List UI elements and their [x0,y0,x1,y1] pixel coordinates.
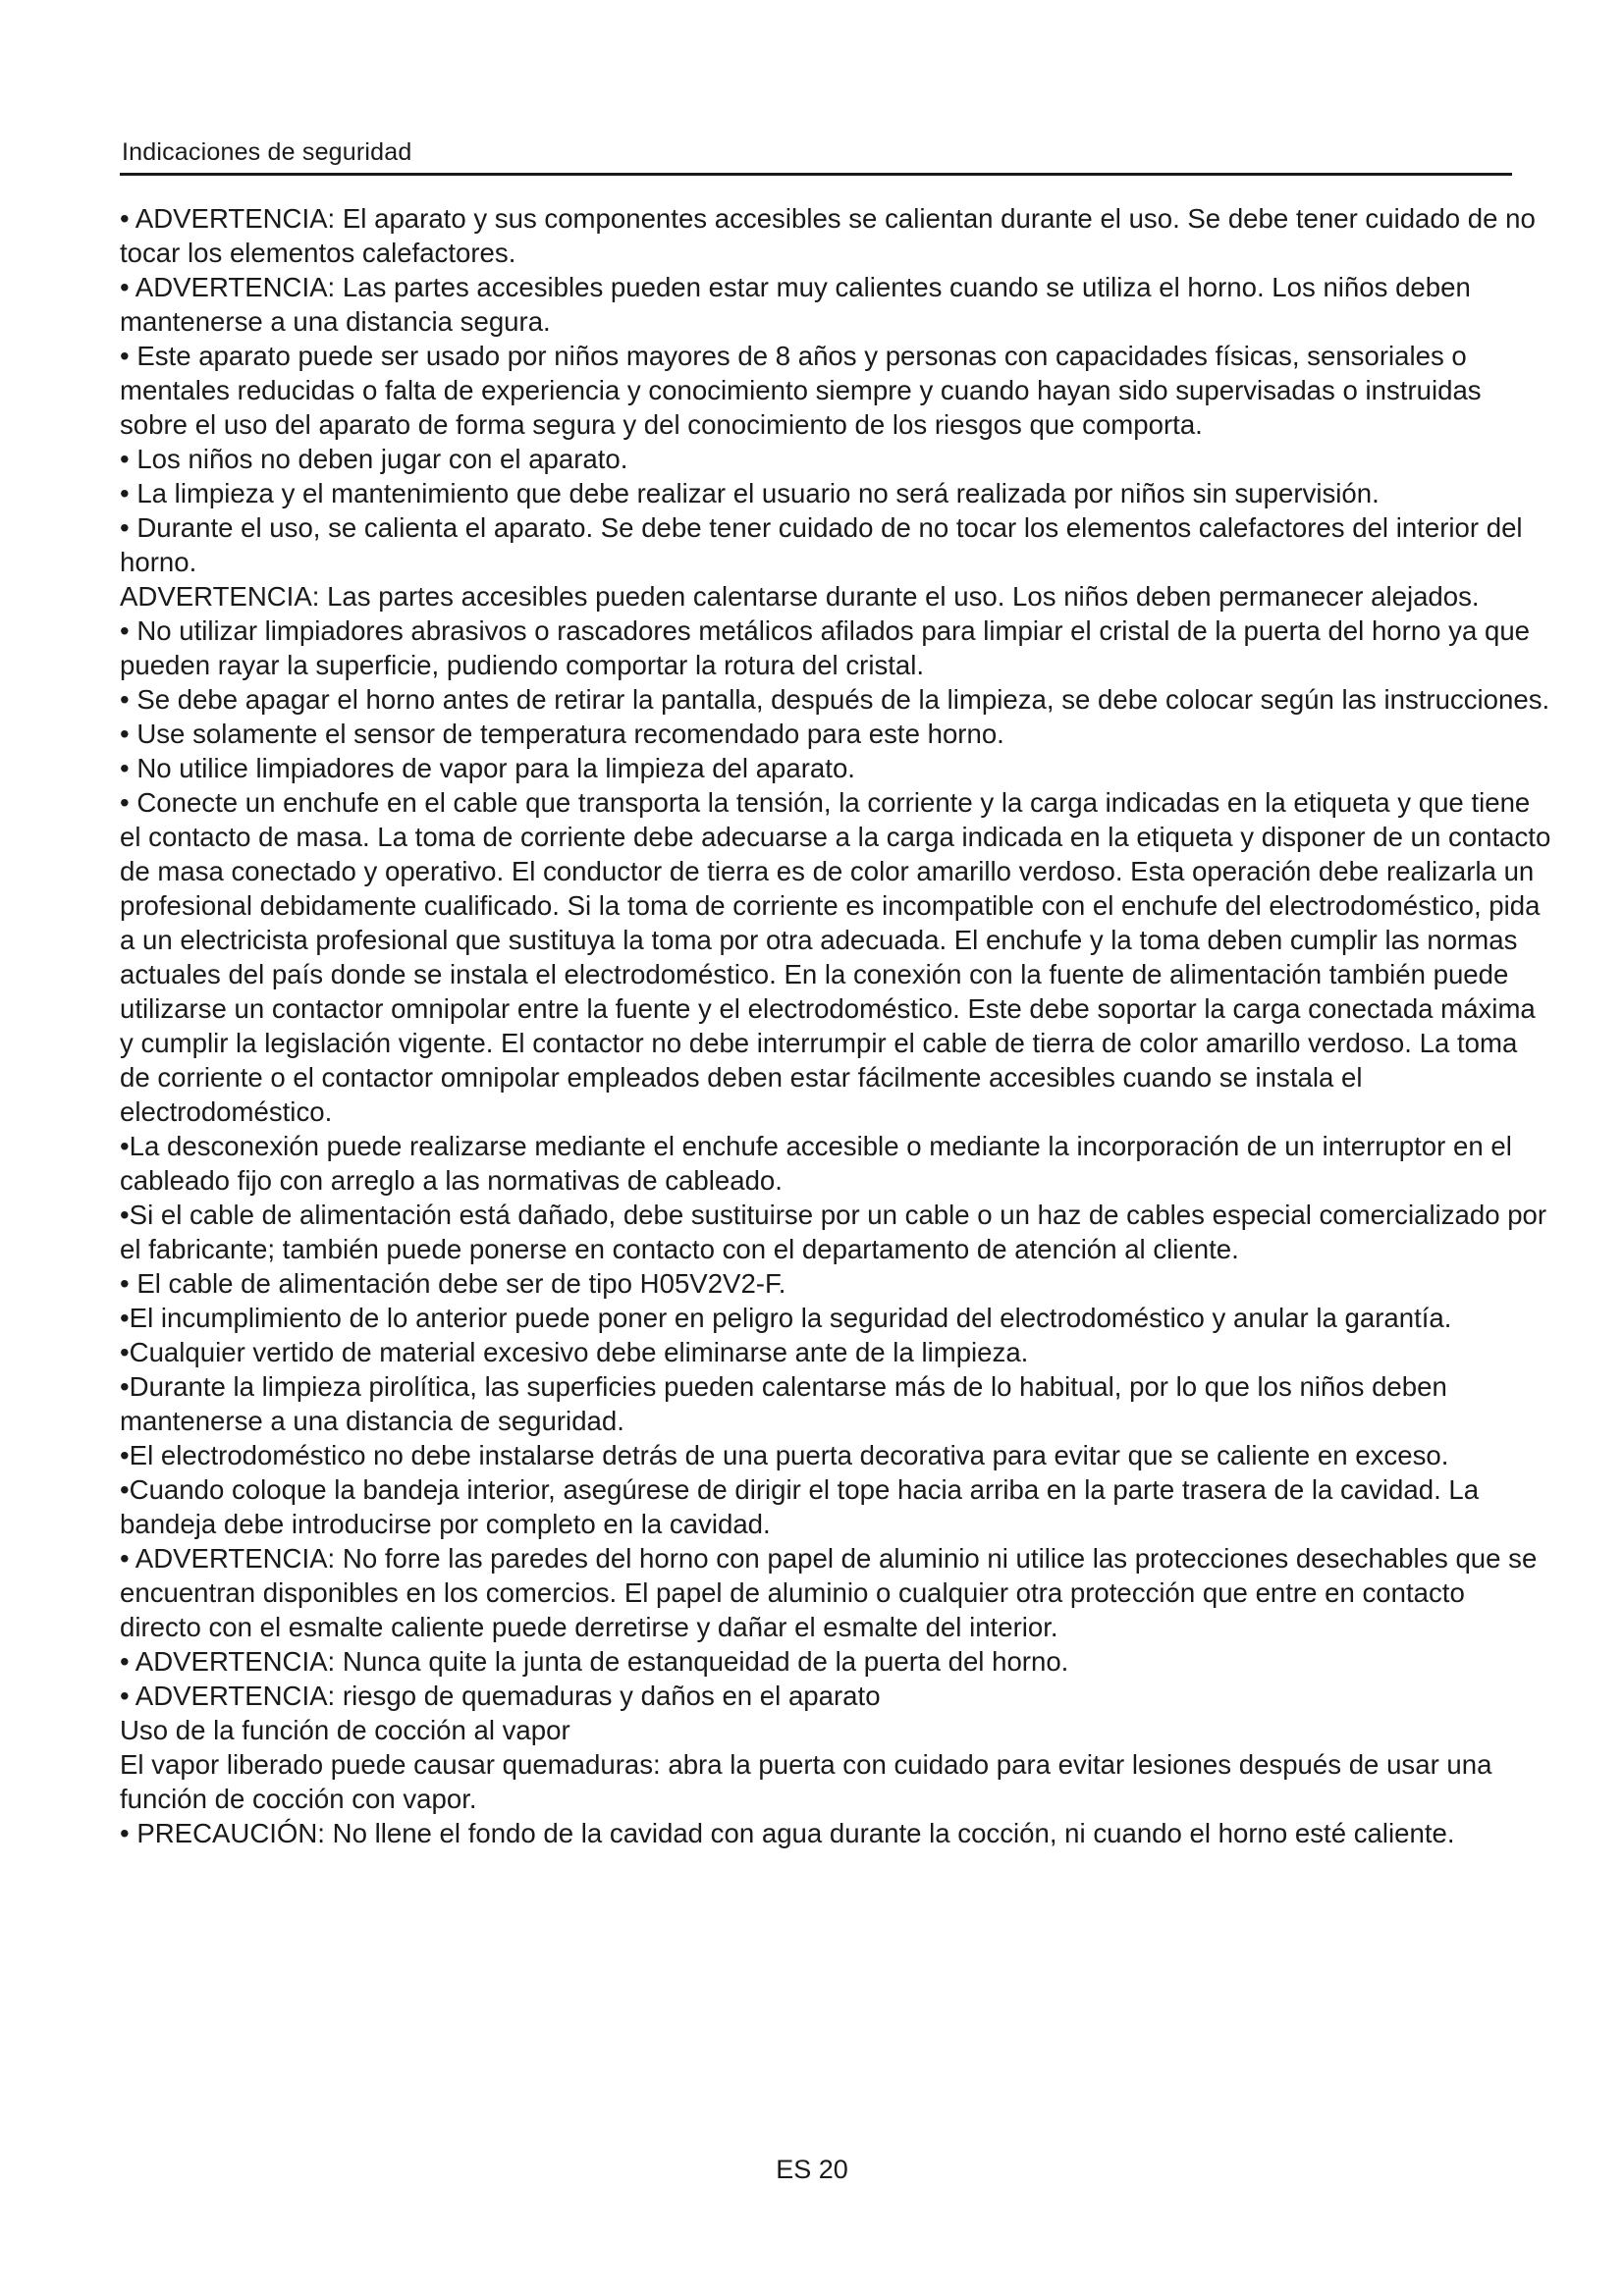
paragraph: • Conecte un enchufe en el cable que transporta la tensión, la corriente y la carga indicadas en la etiqueta y que tiene el contacto de masa. La toma de corriente debe adecuarse a la carga indicada en la etiqueta y disponer de un contacto de masa conectado y operativo. El conductor de tierra es de color amarillo verdoso. Esta operación debe realizarla un profesional debidamente cualificado. Si la toma de corriente es incompatible con el enchufe del electrodoméstico, pida a un electricista profesional que sustituya la toma por otra adecuada. El enchufe y la toma deben cumplir las normas actuales del país donde se instala el electrodoméstico. En la conexión con la fuente de alimentación también puede utilizarse un contactor omnipolar entre la fuente y el electrodoméstico. Este debe soportar la carga conectada máxima y cumplir la legislación vigente. El contactor no debe interrumpir el cable de tierra de color amarillo verdoso. La toma de corriente o el contactor omnipolar empleados deben estar fácilmente accesibles cuando se instala el electrodoméstico. [120,787,1551,1127]
paragraph: • Use solamente el sensor de temperatura recomendado para este horno. [120,719,1004,749]
paragraph: • ADVERTENCIA: Las partes accesibles pueden estar muy calientes cuando se utiliza el horno. Los niños deben mantenerse a una distancia segura. [120,272,1471,337]
paragraph: • Se debe apagar el horno antes de retirar la pantalla, después de la limpieza, se debe colocar según las instrucciones. [120,684,1550,715]
paragraph: • ADVERTENCIA: Nunca quite la junta de estanqueidad de la puerta del horno. [120,1646,1069,1677]
paragraph: • Este aparato puede ser usado por niños mayores de 8 años y personas con capacidades físicas, sensoriales o mentales reducidas o falta de experiencia y conocimiento siempre y cuando hayan sido supervisadas o instruidas sobre el uso del aparato de forma segura y del conocimiento de los riesgos que comporta. [120,341,1482,440]
page-number: ES 20 [776,2155,848,2184]
paragraph: • Durante el uso, se calienta el aparato. Se debe tener cuidado de no tocar los elementos calefactores del interior del horno. [120,512,1523,577]
safety-instructions [120,201,1553,1850]
paragraph: •Cualquier vertido de material excesivo debe eliminarse ante de la limpieza. [120,1337,1029,1367]
paragraph: • Los niños no deben jugar con el aparato. [120,444,628,474]
paragraph: •Si el cable de alimentación está dañado, debe sustituirse por un cable o un haz de cables especial comercializado por el fabricante; también puede ponerse en contacto con el departamento de atención al cliente. [120,1200,1547,1264]
paragraph: ADVERTENCIA: Las partes accesibles pueden calentarse durante el uso. Los niños deben permanecer alejados. [120,581,1480,612]
paragraph: • ADVERTENCIA: El aparato y sus componentes accesibles se calientan durante el uso. Se debe tener cuidado de no tocar los elementos calefactores. [120,203,1536,268]
section-title: Indicaciones de seguridad [122,138,412,166]
paragraph: •El incumplimiento de lo anterior puede poner en peligro la seguridad del electrodoméstico y anular la garantía. [120,1303,1452,1333]
page-header [120,135,1512,176]
paragraph: •Durante la limpieza pirolítica, las superficies pueden calentarse más de lo habitual, por lo que los niños deben mantenerse a una distancia de seguridad. [120,1371,1447,1436]
paragraph: •La desconexión puede realizarse mediante el enchufe accesible o mediante la incorporación de un interruptor en el cableado fijo con arreglo a las normativas de cableado. [120,1131,1512,1196]
paragraph: •El electrodoméstico no debe instalarse detrás de una puerta decorativa para evitar que se caliente en exceso. [120,1440,1449,1470]
paragraph: • La limpieza y el mantenimiento que debe realizar el usuario no será realizada por niños sin supervisión. [120,478,1380,508]
paragraph: • PRECAUCIÓN: No llene el fondo de la cavidad con agua durante la cocción, ni cuando el horno esté caliente. [120,1818,1455,1848]
paragraph: • No utilice limpiadores de vapor para la limpieza del aparato. [120,753,855,783]
paragraph: • ADVERTENCIA: No forre las paredes del horno con papel de aluminio ni utilice las protecciones desechables que se encuentran disponibles en los comercios. El papel de aluminio o cualquier otra protección que entre en contacto directo con el esmalte caliente puede derretirse y dañar el esmalte del interior. [120,1543,1538,1642]
paragraph: El vapor liberado puede causar quemaduras: abra la puerta con cuidado para evitar lesiones después de usar una función de cocción con vapor. [120,1749,1492,1814]
paragraph: • El cable de alimentación debe ser de tipo H05V2V2-F. [120,1268,786,1299]
subheading: Uso de la función de cocción al vapor [120,1715,570,1745]
paragraph: • No utilizar limpiadores abrasivos o rascadores metálicos afilados para limpiar el cristal de la puerta del horno ya que pueden rayar la superficie, pudiendo comportar la rotura del cristal. [120,615,1531,680]
paragraph: •Cuando coloque la bandeja interior, asegúrese de dirigir el tope hacia arriba en la parte trasera de la cavidad. La bandeja debe introducirse por completo en la cavidad. [120,1474,1480,1539]
paragraph: • ADVERTENCIA: riesgo de quemaduras y daños en el aparato [120,1681,881,1711]
